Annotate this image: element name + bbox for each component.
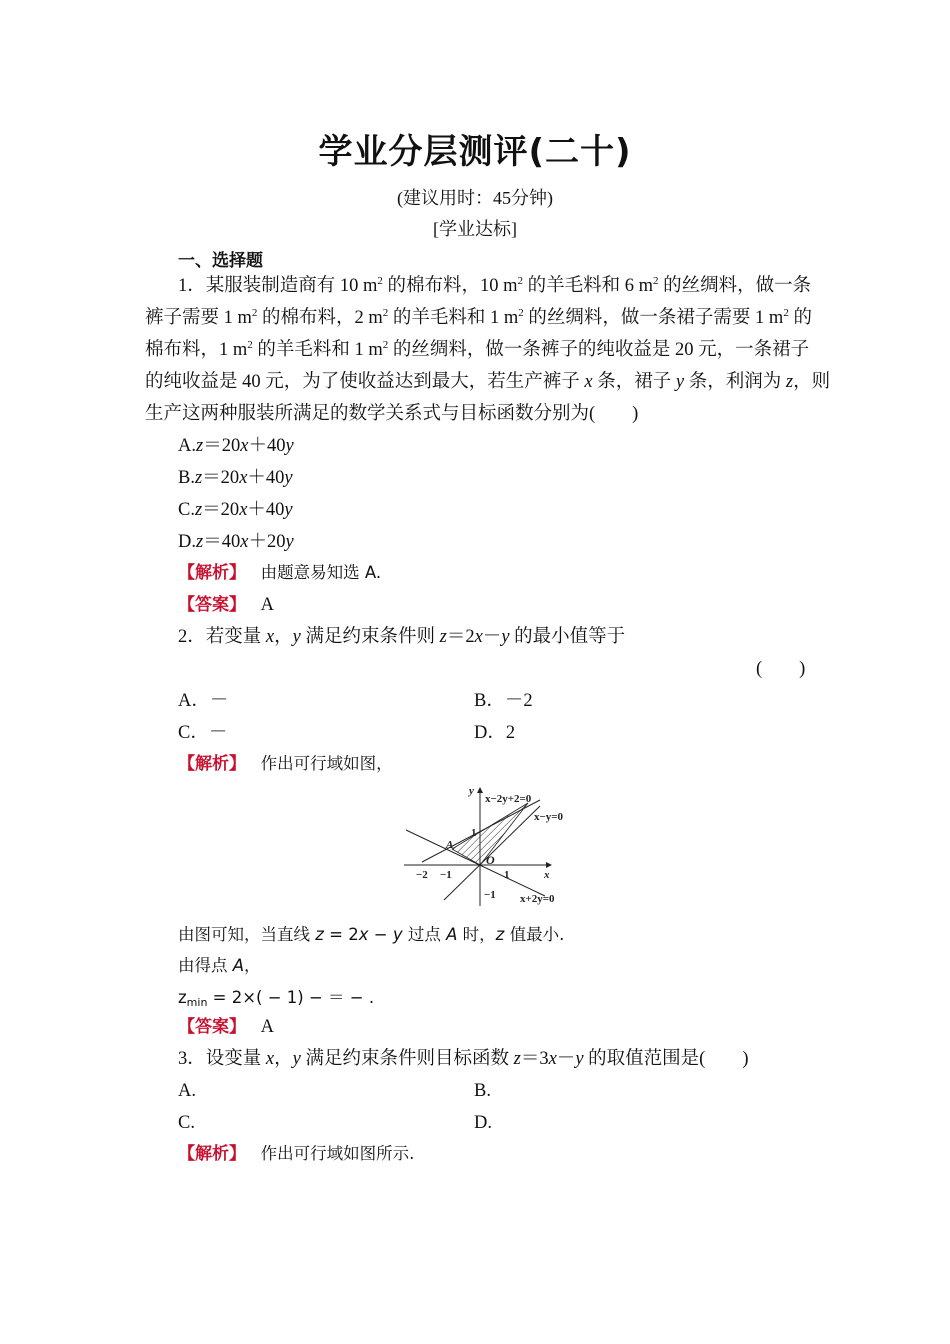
label-x: x [544, 869, 550, 881]
feasible-region-figure [400, 782, 590, 908]
analysis-text: 作出可行域如图所示. [260, 1144, 415, 1163]
answer-label: 【答案】 [178, 595, 246, 615]
time-note: (建议用时：45分钟) [397, 188, 553, 208]
q3-analysis [178, 1143, 414, 1165]
q1-option-a[interactable]: A.z＝20x＋40y [178, 436, 294, 456]
tick-1y: 1 [471, 827, 477, 839]
q3-option-a[interactable]: A. [178, 1081, 196, 1101]
q1-line-4: 的纯收益是 40 元，为了使收益达到最大，若生产裤子 x 条，裙子 y 条，利润为 z，则 [145, 372, 831, 392]
q2-option-a[interactable]: A．－ [178, 691, 229, 711]
y-axis-arrow [477, 787, 483, 793]
label-origin: O [486, 853, 495, 867]
q3-option-c[interactable]: C. [178, 1113, 195, 1133]
q3-stem: 3．设变量 x，y 满足约束条件则目标函数 z＝3x－y 的取值范围是( ) [178, 1049, 749, 1069]
q1-option-c[interactable]: C.z＝20x＋40y [178, 500, 293, 520]
q1-line-5: 生产这两种服装所满足的数学关系式与目标函数分别为( ) [145, 404, 639, 424]
level-heading: [学业达标] [433, 219, 517, 239]
q3-option-d[interactable]: D. [474, 1113, 492, 1133]
q3-option-b[interactable]: B. [474, 1081, 491, 1101]
label-point-a: A [446, 839, 454, 851]
q2-stem: 2．若变量 x，y 满足约束条件则 z＝2x－y 的最小值等于 [178, 627, 626, 647]
analysis-label: 【解析】 [178, 1144, 246, 1164]
q1-line-3: 棉布料，1 $m^2$ 的羊毛料和 1 $m^2$ 的丝绸料，做一条裤子的纯收益是 20 元，一条裙子 [145, 339, 810, 360]
tick-neg1y: −1 [484, 889, 496, 901]
q1-option-d[interactable]: D.z＝40x＋20y [178, 532, 294, 552]
q2-answer [178, 1016, 274, 1038]
q2-zmin: $z_{min} = 2\times( - 1)$ − ＝ − . [178, 988, 375, 1009]
tick-neg1: −1 [440, 869, 452, 881]
label-y: y [469, 785, 474, 797]
label-line3: x+2y=0 [520, 893, 555, 905]
q2-option-c[interactable]: C．－ [178, 723, 228, 743]
section-heading: 一、选择题 [178, 251, 263, 271]
tick-1x: 1 [504, 869, 510, 881]
analysis-text: 作出可行域如图， [260, 754, 393, 773]
q1-option-b[interactable]: B.z＝20x＋40y [178, 468, 293, 488]
tick-neg2: −2 [416, 869, 428, 881]
q1-line-1: 1．某服装制造商有 10 $m^2$ 的棉布料，10 $m^2$ 的羊毛料和 6 $m^2$ 的丝绸料，做一条 [178, 275, 812, 296]
answer-text: A [260, 1017, 274, 1037]
answer-text: A [260, 595, 274, 615]
page-title: 学业分层测评(二十) [318, 132, 632, 172]
q2-explain-1: 由图可知，当直线 z = 2x − y 过点 A 时，z 值最小. [178, 925, 565, 944]
analysis-label: 【解析】 [178, 563, 246, 583]
label-line2: x−y=0 [534, 811, 564, 823]
q2-explain-2: 由得点 A， [178, 956, 261, 975]
analysis-text: 由题意易知选 A. [260, 563, 382, 582]
analysis-label: 【解析】 [178, 754, 246, 774]
label-line1: x−2y+2=0 [485, 793, 532, 805]
x-axis-arrow [546, 862, 552, 868]
q2-paren: ( ) [756, 659, 806, 679]
answer-label: 【答案】 [178, 1017, 246, 1037]
q2-option-d[interactable]: D．2 [474, 723, 516, 743]
q1-analysis [178, 562, 381, 584]
q2-analysis [178, 753, 393, 775]
q2-option-b[interactable]: B．－2 [474, 691, 533, 711]
q1-line-2: 裤子需要 1 $m^2$ 的棉布料，2 $m^2$ 的羊毛料和 1 $m^2$ 的丝绸料，做一条裙子需要 1 $m^2$ 的 [145, 307, 812, 328]
q1-answer [178, 594, 274, 616]
